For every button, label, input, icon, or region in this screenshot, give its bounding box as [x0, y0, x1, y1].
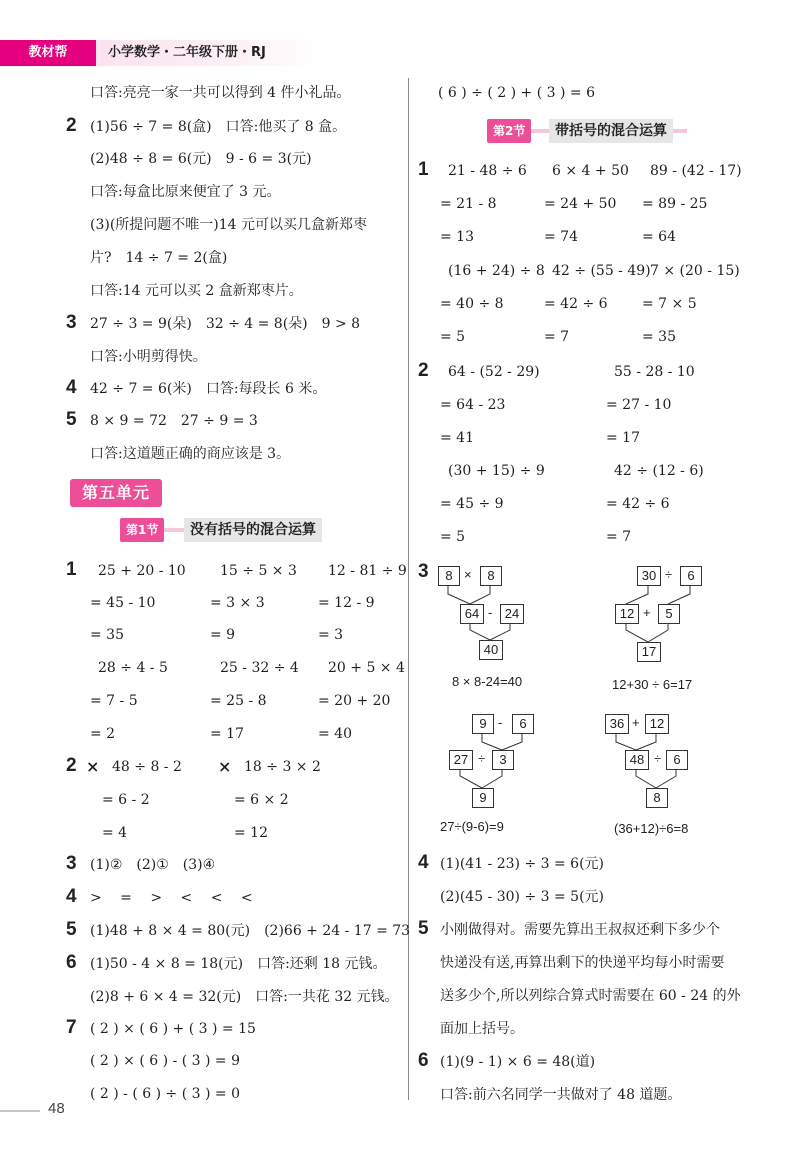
tree-box: 6: [666, 750, 688, 770]
calc-cell: = 35: [642, 329, 676, 345]
calc-cell: 15 ÷ 5 × 3: [220, 563, 297, 579]
calc-cell: = 4: [102, 825, 128, 841]
tree-box: 8: [438, 566, 460, 586]
calc-cell: = 64 - 23: [440, 397, 506, 413]
calc-cell: = 42 ÷ 6: [544, 296, 608, 312]
calc-cell: = 3: [318, 627, 344, 643]
tree-box: 24: [500, 604, 524, 624]
calc-cell: = 6 × 2: [234, 792, 289, 808]
tree-box: 8: [480, 566, 502, 586]
tree-operator: +: [632, 715, 640, 730]
calc-cell: = 7 - 5: [90, 693, 138, 709]
calc-cell: 28 ÷ 4 - 5: [98, 660, 168, 676]
tree-box: 17: [637, 642, 661, 662]
question-number: 6: [66, 952, 77, 973]
answer-line: (2)48 ÷ 8 = 6(元) 9 - 6 = 3(元): [90, 151, 312, 167]
calc-cell: = 12: [234, 825, 268, 841]
calc-cell: = 20 + 20: [318, 693, 391, 709]
calc-cell: = 35: [90, 627, 124, 643]
question-number: 3: [418, 561, 429, 582]
calc-cell: 42 ÷ (12 - 6): [614, 463, 704, 479]
calc-cell: 89 - (42 - 17): [650, 163, 742, 179]
calc-cell: = 25 - 8: [210, 693, 267, 709]
tree-box: 9: [472, 788, 494, 808]
answer-line: ( 2 ) × ( 6 ) + ( 3 ) = 15: [90, 1021, 256, 1037]
tree-connector: [502, 732, 522, 750]
answer-line: ( 6 ) ÷ ( 2 ) + ( 3 ) = 6: [438, 85, 595, 101]
tree-box: 48: [625, 750, 649, 770]
tree-box: 6: [512, 714, 534, 734]
calc-cell: 25 - 32 ÷ 4: [220, 660, 299, 676]
calc-cell: = 40: [318, 726, 352, 742]
calc-cell: 20 + 5 × 4: [328, 660, 405, 676]
calc-cell: (16 + 24) ÷ 8: [448, 263, 545, 279]
calc-cell: = 7 × 5: [642, 296, 697, 312]
answer-line: ( 2 ) - ( 6 ) ÷ ( 3 ) = 0: [90, 1086, 240, 1102]
question-number: 1: [66, 559, 77, 580]
answer-line: 口答:前六名同学一共做对了 48 道题。: [440, 1087, 682, 1103]
answer-line: (3)(所提问题不唯一)14 元可以买几盒新郑枣: [90, 217, 368, 233]
tree-box: 12: [645, 714, 669, 734]
answer-line: (1)(9 - 1) × 6 = 48(道): [440, 1054, 596, 1070]
calc-cell: 21 - 48 ÷ 6: [448, 163, 527, 179]
tree-operator: ÷: [654, 751, 662, 766]
tree-connector: [482, 732, 502, 750]
footer-line: [0, 1110, 40, 1112]
tree-box: 8: [646, 788, 668, 808]
tree-box: 5: [658, 604, 680, 624]
tree-box: 27: [449, 750, 473, 770]
tree-connector: [490, 622, 510, 640]
calc-cell: = 89 - 25: [642, 196, 708, 212]
tree-connector: [648, 622, 668, 642]
tree-operator: -: [498, 715, 503, 730]
answer-line: 27 ÷ 3 = 9(朵) 32 ÷ 4 = 8(朵) 9 > 8: [90, 316, 361, 332]
calc-cell: = 41: [440, 430, 474, 446]
section-title: 没有括号的混合运算: [184, 518, 322, 542]
calc-cell: 25 + 20 - 10: [98, 563, 186, 579]
tree-box: 6: [680, 566, 702, 586]
answer-line: (1)56 ÷ 7 = 8(盒) 口答:他买了 8 盒。: [90, 119, 347, 135]
question-number: 5: [66, 409, 77, 430]
question-number: 1: [418, 159, 429, 180]
wrong-mark-icon: ×: [86, 757, 100, 776]
tree-connector: [656, 768, 676, 788]
calc-cell: = 5: [440, 329, 466, 345]
question-number: 4: [418, 852, 429, 873]
calc-cell: 55 - 28 - 10: [614, 364, 695, 380]
unit-title: 第五单元: [70, 479, 162, 507]
calc-cell: 48 ÷ 8 - 2: [112, 759, 182, 775]
calc-cell: = 64: [642, 229, 676, 245]
tree-connector: [470, 584, 490, 604]
tree-connector: [448, 584, 470, 604]
answer-line: 口答:小明剪得快。: [90, 349, 207, 365]
calc-cell: 12 - 81 ÷ 9: [328, 563, 407, 579]
answer-line: 面加上括号。: [440, 1021, 524, 1037]
calc-cell: 7 × (20 - 15): [650, 263, 740, 279]
calc-cell: = 7: [544, 329, 570, 345]
calc-cell: = 42 ÷ 6: [606, 496, 670, 512]
question-number: 6: [418, 1050, 429, 1071]
tree-formula: 27÷(9-6)=9: [440, 819, 504, 834]
answer-line: 快递没有送,再算出剩下的快递平均每小时需要: [440, 955, 725, 971]
answer-line: 送多少个,所以列综合算式时需要在 60 - 24 的外: [440, 988, 741, 1004]
calc-cell: = 45 - 10: [90, 595, 156, 611]
tree-connector: [626, 584, 648, 604]
tree-connector: [460, 768, 482, 788]
tree-box: 40: [479, 640, 503, 660]
tree-box: 3: [492, 750, 514, 770]
question-number: 3: [66, 853, 77, 874]
tree-formula: 12+30 ÷ 6=17: [612, 677, 693, 692]
tree-connector: [482, 768, 502, 788]
answer-line: 8 × 9 = 72 27 ÷ 9 = 3: [90, 413, 258, 429]
calc-cell: = 17: [606, 430, 640, 446]
calc-cell: 18 ÷ 3 × 2: [244, 759, 321, 775]
question-number: 5: [66, 919, 77, 940]
tree-connector: [626, 622, 648, 642]
question-number: 5: [418, 918, 429, 939]
tree-operator: +: [643, 605, 651, 620]
tree-operator: ÷: [665, 567, 673, 582]
calc-cell: = 40 ÷ 8: [440, 296, 504, 312]
question-number: 2: [418, 360, 429, 381]
tree-connector: [616, 732, 636, 750]
answer-line: (1)48 + 8 × 4 = 80(元) (2)66 + 24 - 17 = 73: [90, 923, 411, 939]
tree-connector: [668, 584, 690, 604]
answer-line: 42 ÷ 7 = 6(米) 口答:每段长 6 米。: [90, 381, 327, 397]
answer-line: 口答:每盒比原来便宜了 3 元。: [90, 184, 281, 200]
calc-cell: = 12 - 9: [318, 595, 375, 611]
question-number: 3: [66, 312, 77, 333]
tree-connector: [470, 622, 490, 640]
calc-cell: 42 ÷ (55 - 49): [552, 263, 651, 279]
tree-operator: ÷: [478, 751, 486, 766]
tree-operator: ×: [464, 567, 472, 582]
answer-line: 口答:亮亮一家一共可以得到 4 件小礼品。: [90, 85, 351, 101]
section-title: 带括号的混合运算: [549, 119, 673, 143]
question-number: 2: [66, 755, 77, 776]
calc-cell: (30 + 15) ÷ 9: [448, 463, 545, 479]
tree-operator: -: [488, 605, 493, 620]
question-number: 4: [66, 886, 77, 907]
question-number: 4: [66, 377, 77, 398]
answer-line: (2)(45 - 30) ÷ 3 = 5(元): [440, 889, 605, 905]
calc-cell: = 3 × 3: [210, 595, 265, 611]
answer-line: (1)50 - 4 × 8 = 18(元) 口答:还剩 18 元钱。: [90, 956, 387, 972]
calc-cell: = 13: [440, 229, 474, 245]
question-number: 7: [66, 1017, 77, 1038]
section-badge: 第2节: [487, 119, 531, 143]
tree-connector: [636, 732, 656, 750]
tree-box: 36: [605, 714, 629, 734]
calc-cell: 64 - (52 - 29): [448, 364, 540, 380]
section-badge: 第1节: [120, 518, 164, 542]
tree-box: 30: [637, 566, 661, 586]
answer-line: 口答:这道题正确的商应该是 3。: [90, 446, 291, 462]
calc-cell: = 2: [90, 726, 116, 742]
calc-cell: = 7: [606, 529, 632, 545]
calc-cell: = 17: [210, 726, 244, 742]
calc-cell: = 21 - 8: [440, 196, 497, 212]
answer-line: (1)② (2)① (3)④: [90, 857, 216, 873]
answer-line: > = > < < <: [90, 890, 253, 906]
answer-line: (2)8 + 6 × 4 = 32(元) 口答:一共花 32 元钱。: [90, 989, 399, 1005]
calc-cell: = 45 ÷ 9: [440, 496, 504, 512]
calc-cell: = 5: [440, 529, 466, 545]
brand-badge: 教材帮: [0, 40, 96, 66]
calc-cell: = 27 - 10: [606, 397, 672, 413]
header-title: 小学数学・二年级下册・RJ: [96, 40, 318, 66]
tree-box: 12: [615, 604, 639, 624]
answer-line: 片? 14 ÷ 7 = 2(盒): [90, 250, 228, 266]
calc-cell: = 6 - 2: [102, 792, 150, 808]
wrong-mark-icon: ×: [218, 757, 232, 776]
tree-connector: [636, 768, 656, 788]
tree-formula: (36+12)÷6=8: [614, 821, 689, 836]
calc-cell: = 9: [210, 627, 236, 643]
page-number: 48: [48, 1100, 65, 1117]
calc-cell: 6 × 4 + 50: [552, 163, 629, 179]
calc-cell: = 24 + 50: [544, 196, 617, 212]
tree-box: 64: [460, 604, 484, 624]
tree-formula: 8 × 8-24=40: [452, 674, 523, 689]
answer-line: (1)(41 - 23) ÷ 3 = 6(元): [440, 856, 605, 872]
question-number: 2: [66, 115, 77, 136]
answer-line: ( 2 ) × ( 6 ) - ( 3 ) = 9: [90, 1053, 240, 1069]
answer-line: 口答:14 元可以买 2 盒新郑枣片。: [90, 283, 303, 299]
calc-cell: = 74: [544, 229, 578, 245]
tree-box: 9: [472, 714, 494, 734]
answer-line: 小刚做得对。需要先算出王叔叔还剩下多少个: [440, 922, 720, 938]
